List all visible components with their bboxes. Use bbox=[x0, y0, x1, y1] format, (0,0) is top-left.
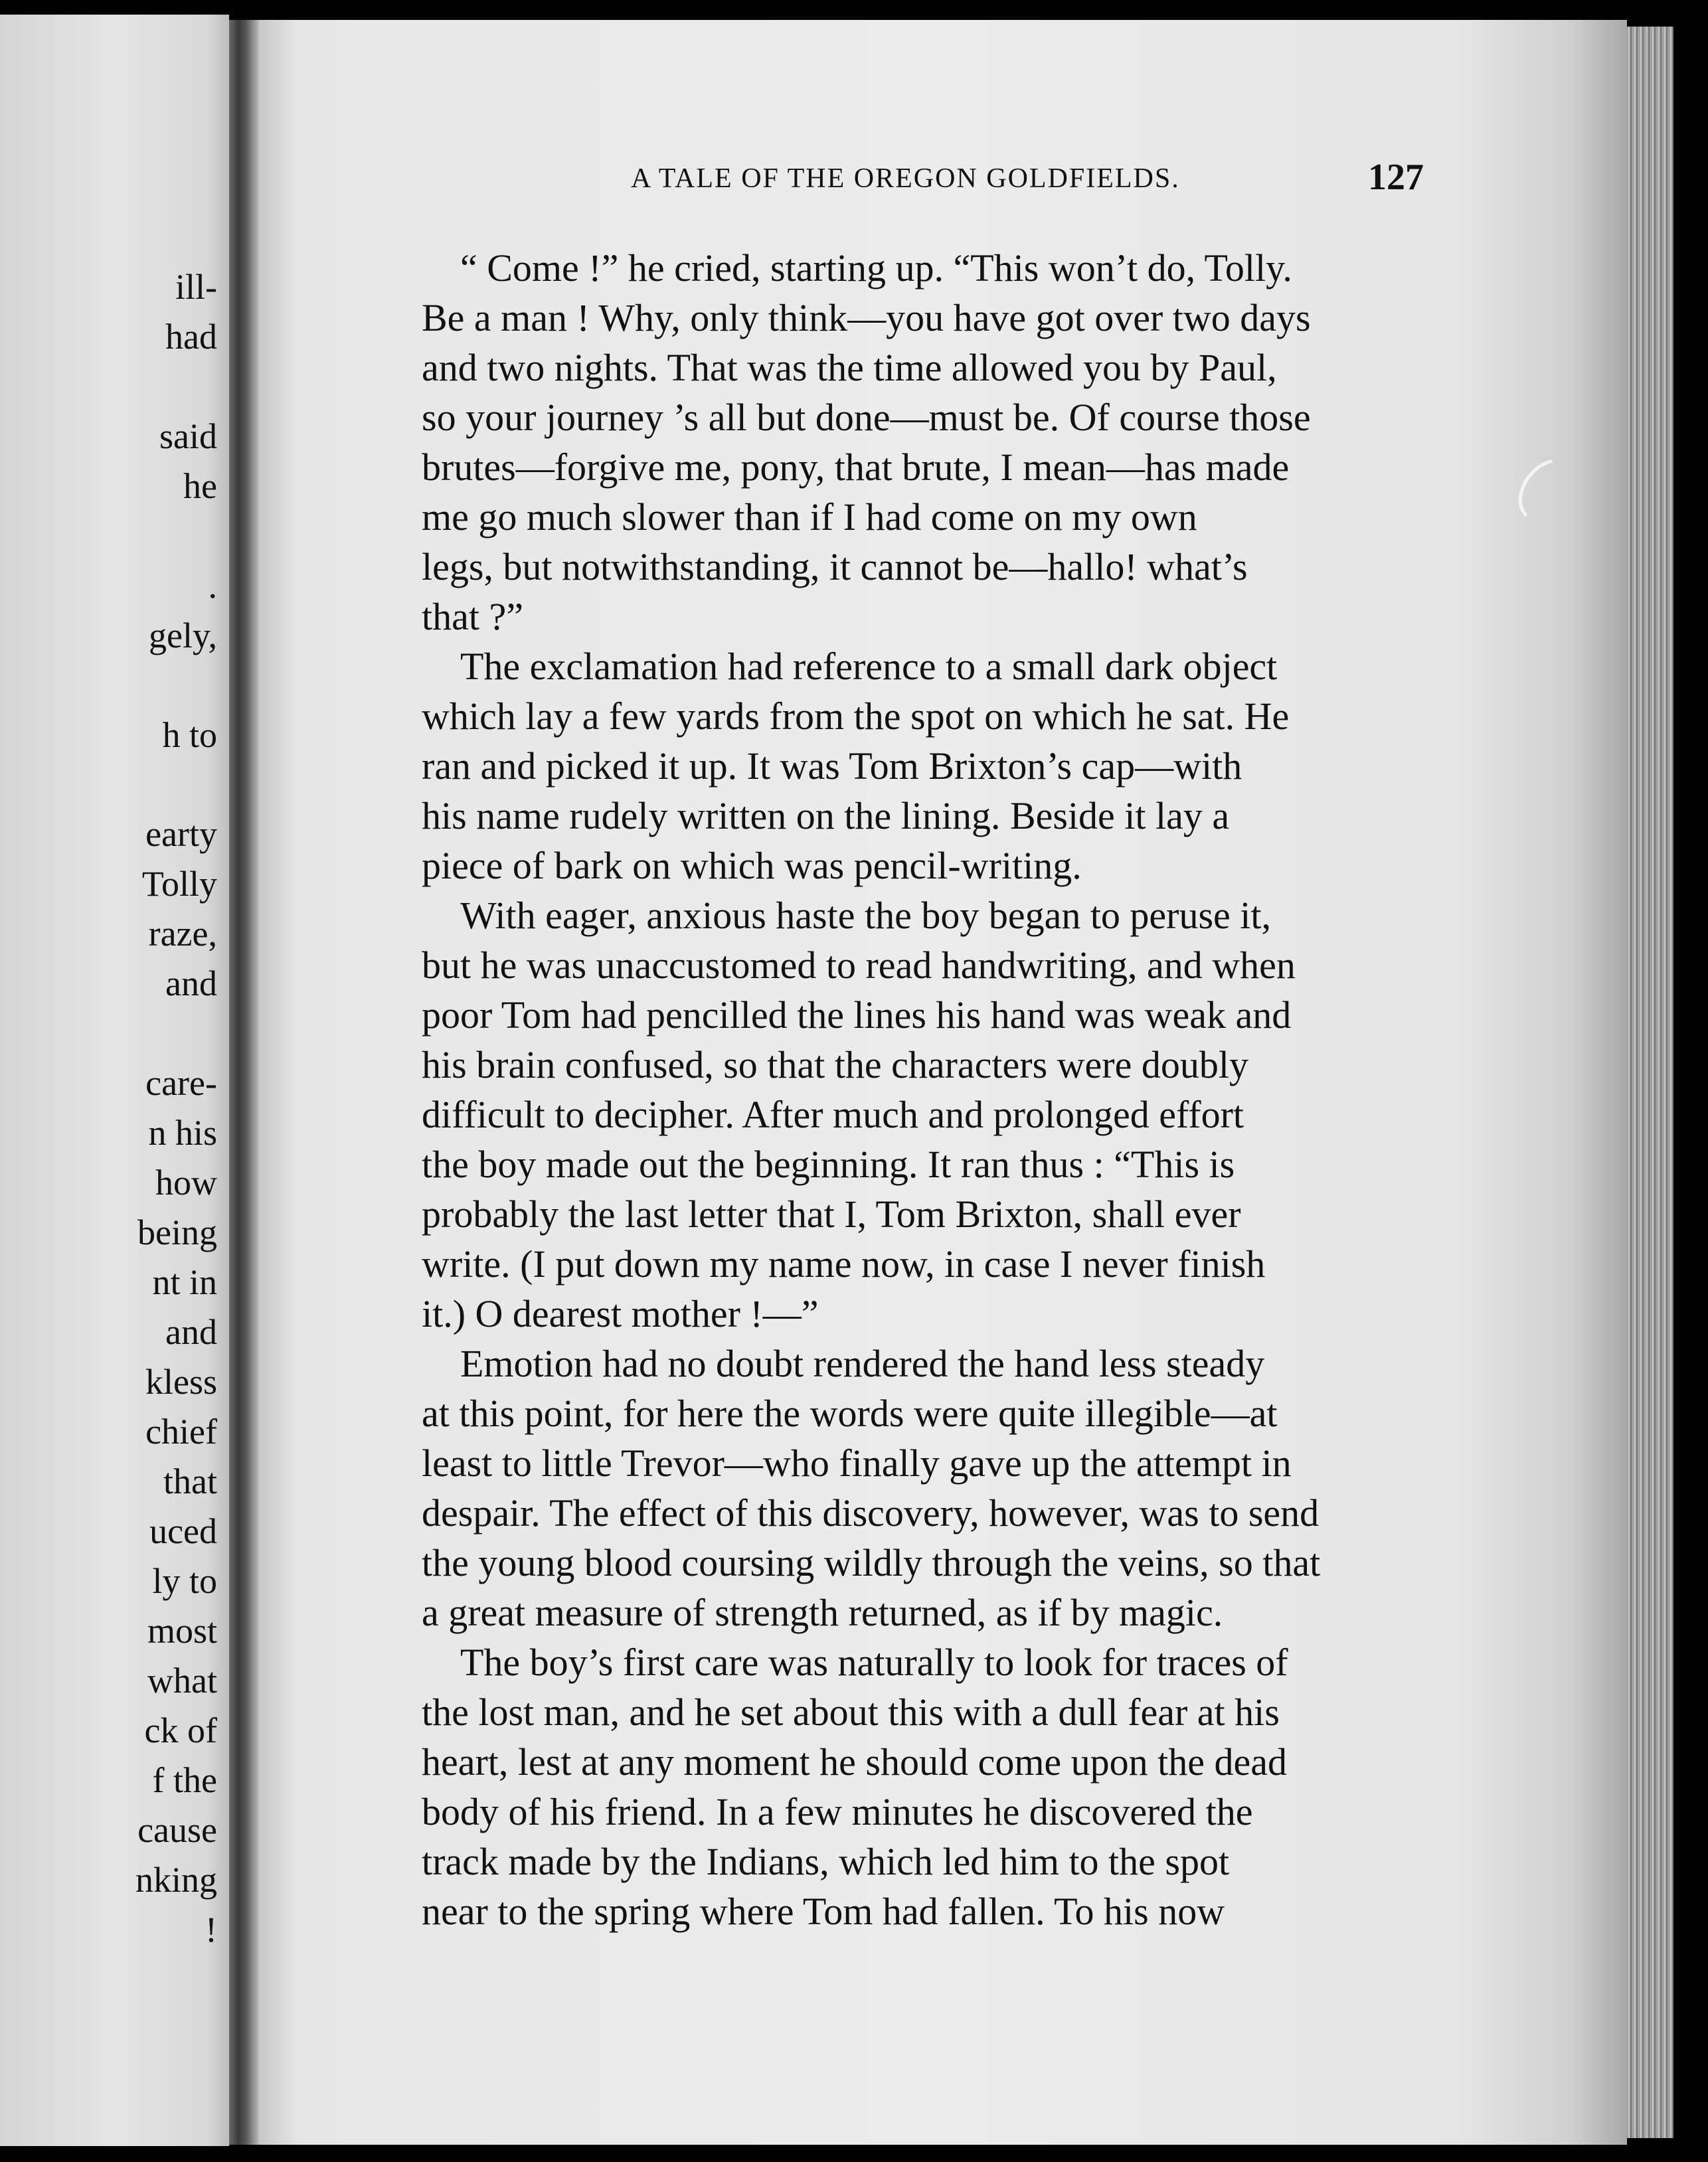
page-edges bbox=[1627, 27, 1673, 2138]
left-line-fragment: gely, bbox=[149, 616, 217, 655]
text-line: his name rudely written on the lining. Beside it lay a bbox=[422, 794, 1230, 837]
left-line-fragment: ill- bbox=[175, 267, 217, 307]
text-line: me go much slower than if I had come on my own bbox=[422, 495, 1197, 539]
text-line: piece of bark on which was pencil-writing. bbox=[422, 844, 1082, 887]
text-line: poor Tom had pencilled the lines his hand was weak and bbox=[422, 993, 1292, 1037]
text-line: Emotion had no doubt rendered the hand less steady bbox=[460, 1342, 1265, 1385]
left-line-fragment: raze, bbox=[148, 914, 217, 954]
left-line-fragment: nt in bbox=[152, 1262, 217, 1302]
running-head: A TALE OF THE OREGON GOLDFIELDS. bbox=[631, 163, 1180, 194]
left-line-fragment: had bbox=[165, 317, 217, 357]
text-line: that ?” bbox=[422, 595, 523, 638]
text-line: but he was unaccustomed to read handwriting, and when bbox=[422, 944, 1296, 987]
left-line-fragment: earty bbox=[145, 814, 217, 854]
text-line: despair. The effect of this discovery, however, was to send bbox=[422, 1491, 1320, 1535]
text-line: write. (I put down my name now, in case I never finish bbox=[422, 1242, 1266, 1286]
book-gutter bbox=[229, 20, 259, 2145]
text-line: difficult to decipher. After much and prolonged effort bbox=[422, 1093, 1244, 1136]
left-line-fragment: nking bbox=[135, 1860, 217, 1900]
text-line: The exclamation had reference to a small dark object bbox=[460, 645, 1278, 688]
left-line-fragment: how bbox=[155, 1163, 217, 1203]
left-line-fragment: and bbox=[165, 1312, 217, 1352]
left-line-fragment: h to bbox=[162, 715, 217, 755]
left-line-fragment: kless bbox=[145, 1362, 217, 1402]
text-line: and two nights. That was the time allowed you by Paul, bbox=[422, 346, 1277, 389]
text-line: heart, lest at any moment he should come upon the dead bbox=[422, 1740, 1288, 1784]
text-line: the young blood coursing wildly through the veins, so that bbox=[422, 1541, 1321, 1584]
text-line: body of his friend. In a few minutes he discovered the bbox=[422, 1790, 1253, 1833]
text-line: the boy made out the beginning. It ran thus : “This is bbox=[422, 1143, 1235, 1186]
text-line: his brain confused, so that the characters were doubly bbox=[422, 1043, 1248, 1086]
text-line: probably the last letter that I, Tom Brixton, shall ever bbox=[422, 1193, 1241, 1236]
left-line-fragment: ck of bbox=[144, 1710, 217, 1750]
left-line-fragment: said bbox=[159, 416, 217, 456]
left-line-fragment: Tolly bbox=[141, 864, 217, 904]
text-line: so your journey ’s all but done—must be. Of course those bbox=[422, 396, 1311, 439]
text-line: With eager, anxious haste the boy began to peruse it, bbox=[460, 894, 1272, 937]
text-line: it.) O dearest mother !—” bbox=[422, 1292, 819, 1335]
text-line: brutes—forgive me, pony, that brute, I mean—has made bbox=[422, 446, 1290, 489]
text-line: which lay a few yards from the spot on which he sat. He bbox=[422, 695, 1290, 738]
left-line-fragment: most bbox=[147, 1611, 217, 1651]
left-line-fragment: he bbox=[183, 466, 217, 506]
left-line-fragment: ! bbox=[205, 1910, 217, 1950]
left-line-fragment: f the bbox=[152, 1760, 217, 1800]
left-line-fragment: being bbox=[137, 1212, 217, 1252]
left-line-fragment: care- bbox=[145, 1063, 217, 1103]
left-line-fragment: n his bbox=[148, 1113, 217, 1153]
left-line-fragment: uced bbox=[149, 1511, 217, 1551]
text-line: “ Come !” he cried, starting up. “This won’t do, Tolly. bbox=[460, 246, 1292, 290]
left-line-fragment: what bbox=[147, 1661, 217, 1701]
left-line-fragment: that bbox=[163, 1461, 217, 1501]
pencil-mark bbox=[1511, 458, 1564, 518]
left-line-fragment: . bbox=[208, 566, 217, 606]
left-line-fragment: chief bbox=[145, 1412, 217, 1452]
text-line: near to the spring where Tom had fallen. To his now bbox=[422, 1890, 1225, 1933]
left-line-fragment: and bbox=[165, 963, 217, 1003]
text-line: least to little Trevor—who finally gave up the attempt in bbox=[422, 1442, 1292, 1485]
text-line: at this point, for here the words were quite illegible—at bbox=[422, 1392, 1278, 1435]
left-line-fragment: ly to bbox=[152, 1561, 217, 1601]
text-line: track made by the Indians, which led him to the spot bbox=[422, 1840, 1230, 1883]
text-line: the lost man, and he set about this with a dull fear at his bbox=[422, 1691, 1280, 1734]
text-line: ran and picked it up. It was Tom Brixton’s cap—with bbox=[422, 744, 1242, 788]
left-line-fragment: cause bbox=[137, 1810, 217, 1850]
page-number: 127 bbox=[1368, 157, 1424, 198]
text-line: legs, but notwithstanding, it cannot be—hallo! what’s bbox=[422, 545, 1248, 588]
text-line: Be a man ! Why, only think—you have got over two days bbox=[422, 296, 1311, 339]
text-line: The boy’s first care was naturally to look for traces of bbox=[460, 1641, 1288, 1684]
text-line: a great measure of strength returned, as if by magic. bbox=[422, 1591, 1223, 1634]
previous-page-fragment bbox=[0, 15, 229, 2146]
